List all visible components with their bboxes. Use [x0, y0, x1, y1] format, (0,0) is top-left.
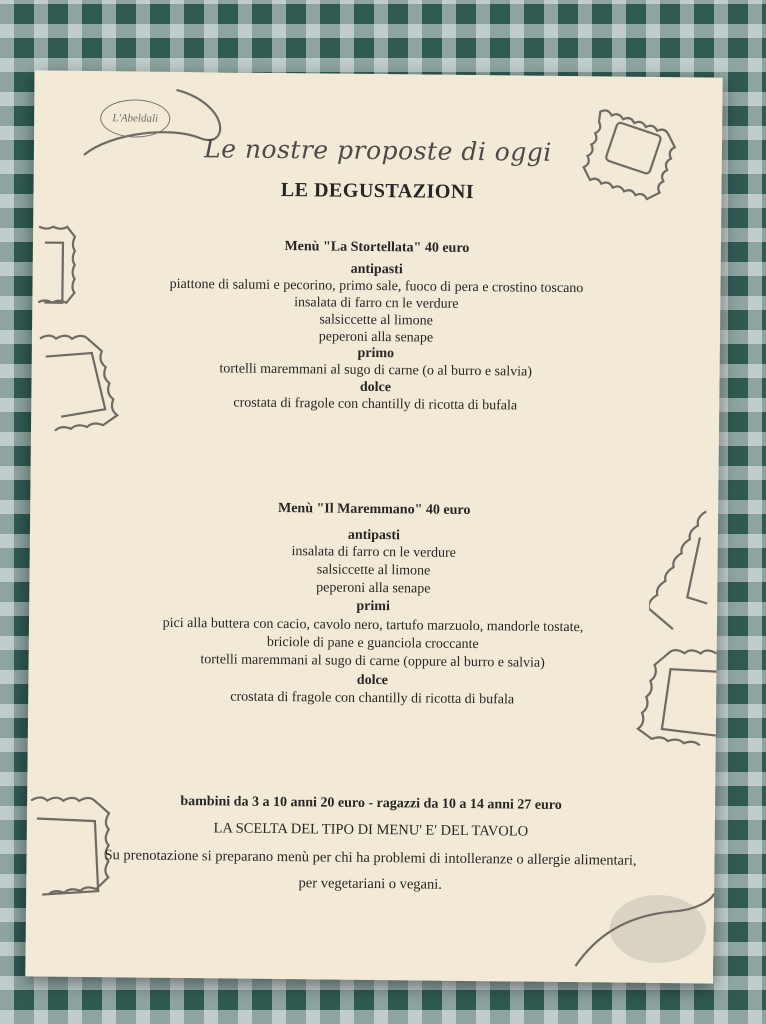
menu-item: tortelli maremmani al sugo di carne (o al burro e salvia) — [219, 361, 532, 380]
section-label: dolce — [359, 379, 392, 396]
menu-heading: Menù "Il Maremmano" 40 euro — [277, 500, 471, 519]
menu-item: salsiccette al limone — [316, 562, 431, 579]
menu-item: pici alla buttera con cacio, cavolo nero, tartufo marzuolo, mandorle tostate, — [162, 615, 584, 636]
menu-item: peperoni alla senape — [318, 329, 434, 346]
section-label: primi — [356, 598, 390, 615]
section-label: antipasti — [347, 527, 401, 544]
menu-item: briciole di pane e guanciola croccante — [266, 634, 479, 653]
menu-item: insalata di farro cn le verdure — [291, 544, 457, 561]
menu-heading: Menù "La Stortellata" 40 euro — [284, 239, 470, 256]
price-info: bambini da 3 a 10 anni 20 euro - ragazzi da 10 a 14 anni 27 euro — [180, 793, 562, 813]
menu-item: salsiccette al limone — [319, 312, 433, 329]
menu-item: peperoni alla senape — [316, 580, 431, 597]
menu-choice-note: LA SCELTA DEL TIPO DI MENU' E' DEL TAVOLO — [213, 820, 529, 840]
section-label: antipasti — [350, 261, 403, 278]
menu-item: crostata di fragole con chantilly di ricotta di bufala — [230, 689, 515, 708]
allergy-note-line-1: Su prenotazione si preparano menù per chi ha problemi di intolleranze o allergie alimentari, — [104, 847, 637, 869]
menu-item: insalata di farro cn le verdure — [294, 295, 459, 312]
page-title: LE DEGUSTAZIONI — [280, 179, 475, 204]
allergy-note-line-2: per vegetariani o vegani. — [298, 875, 442, 893]
header-script: Le nostre proposte di oggi — [203, 134, 552, 167]
menu-sheet — [25, 70, 722, 983]
menu-item: crostata di fragole con chantilly di ricotta di bufala — [233, 395, 518, 414]
section-label: primo — [357, 345, 395, 362]
section-label: dolce — [356, 672, 389, 689]
menu-item: piattone di salumi e pecorino, primo sale, fuoco di pera e crostino toscano — [169, 276, 584, 297]
logo-text: L'Abeldali — [112, 112, 159, 125]
menu-item: tortelli maremmani al sugo di carne (oppure al burro e salvia) — [200, 652, 545, 671]
restaurant-logo — [100, 99, 170, 138]
